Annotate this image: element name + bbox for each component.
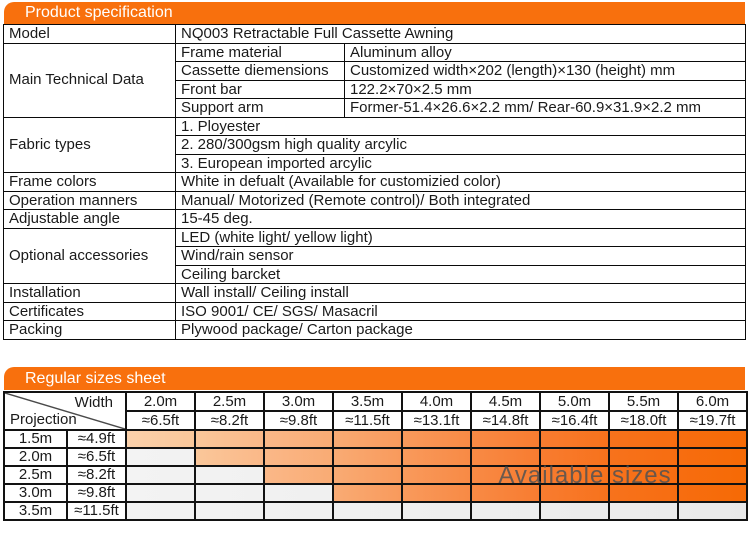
width-col-ft-6: ≈16.4ft <box>540 411 609 430</box>
support-arm-label: Support arm <box>176 99 345 118</box>
cassette-dimensions-value: Customized width×202 (length)×130 (height) mm <box>345 62 746 81</box>
spec-row-angle <box>4 210 746 229</box>
projection-m-3: 3.0m <box>4 484 67 502</box>
size-cell-unavailable <box>333 502 402 520</box>
product-spec-table <box>3 24 746 340</box>
width-col-ft-5: ≈14.8ft <box>471 411 540 430</box>
fabric-type-2: 2. 280/300gsm high quality arcylic <box>176 136 746 155</box>
width-col-m-3: 3.5m <box>333 392 402 411</box>
spec-row-installation <box>4 284 746 303</box>
size-cell-available <box>471 430 540 448</box>
size-cell-available <box>609 448 678 466</box>
width-axis-label: Width <box>74 394 113 411</box>
width-col-ft-1: ≈8.2ft <box>195 411 264 430</box>
accessory-2: Wind/rain sensor <box>176 247 746 266</box>
regular-sizes-banner <box>4 367 745 390</box>
fabric-type-3: 3. European imported arcylic <box>176 154 746 173</box>
accessory-3: Ceiling barcket <box>176 265 746 284</box>
width-col-m-8: 6.0m <box>678 392 747 411</box>
size-cell-unavailable <box>264 502 333 520</box>
size-cell-available <box>471 466 540 484</box>
size-cell-unavailable <box>126 484 195 502</box>
projection-axis-label: Projection <box>10 411 77 428</box>
fabric-type-1: 1. Ployester <box>176 117 746 136</box>
size-cell-unavailable <box>195 502 264 520</box>
spec-row-frame-material <box>4 43 746 62</box>
size-cell-available <box>678 448 747 466</box>
size-cell-unavailable <box>678 502 747 520</box>
size-cell-available <box>402 466 471 484</box>
width-col-m-2: 3.0m <box>264 392 333 411</box>
size-cell-unavailable <box>471 502 540 520</box>
diagonal-corner-header <box>4 392 126 430</box>
projection-ft-3: ≈9.8ft <box>67 484 126 502</box>
accessory-1: LED (white light/ yellow light) <box>176 228 746 247</box>
projection-ft-2: ≈8.2ft <box>67 466 126 484</box>
product-spec-banner-title: Product specification <box>25 4 173 21</box>
size-cell-available <box>471 448 540 466</box>
width-col-m-0: 2.0m <box>126 392 195 411</box>
width-col-ft-0: ≈6.5ft <box>126 411 195 430</box>
projection-ft-1: ≈6.5ft <box>67 448 126 466</box>
size-cell-available <box>609 466 678 484</box>
size-cell-available <box>540 466 609 484</box>
packing-value: Plywood package/ Carton package <box>176 321 746 340</box>
certificates-value: ISO 9001/ CE/ SGS/ Masacril <box>176 302 746 321</box>
size-row-1.5m <box>4 430 747 448</box>
width-col-ft-4: ≈13.1ft <box>402 411 471 430</box>
optional-accessories-label: Optional accessories <box>4 228 176 284</box>
size-cell-available <box>540 430 609 448</box>
size-cell-available <box>678 484 747 502</box>
size-cell-available <box>678 466 747 484</box>
regular-sizes-table <box>3 391 748 521</box>
spec-row-certificates <box>4 302 746 321</box>
packing-label: Packing <box>4 321 176 340</box>
width-col-m-7: 5.5m <box>609 392 678 411</box>
operation-manners-label: Operation manners <box>4 191 176 210</box>
size-cell-available <box>126 430 195 448</box>
size-row-3.0m <box>4 484 747 502</box>
size-cell-available <box>264 466 333 484</box>
frame-material-value: Aluminum alloy <box>345 43 746 62</box>
size-cell-available <box>540 484 609 502</box>
model-label: Model <box>4 25 176 44</box>
size-cell-available <box>264 448 333 466</box>
projection-m-2: 2.5m <box>4 466 67 484</box>
regular-sizes-banner-title: Regular sizes sheet <box>25 370 166 387</box>
size-cell-available <box>609 430 678 448</box>
spec-row-fabric-1 <box>4 117 746 136</box>
size-cell-available <box>402 448 471 466</box>
width-col-ft-7: ≈18.0ft <box>609 411 678 430</box>
frame-material-label: Frame material <box>176 43 345 62</box>
width-col-ft-2: ≈9.8ft <box>264 411 333 430</box>
frame-colors-label: Frame colors <box>4 173 176 192</box>
model-value: NQ003 Retractable Full Cassette Awning <box>176 25 746 44</box>
certificates-label: Certificates <box>4 302 176 321</box>
size-cell-available <box>471 484 540 502</box>
size-cell-available <box>540 448 609 466</box>
size-cell-unavailable <box>126 466 195 484</box>
size-cell-unavailable <box>264 484 333 502</box>
spec-row-operation <box>4 191 746 210</box>
width-col-ft-3: ≈11.5ft <box>333 411 402 430</box>
front-bar-label: Front bar <box>176 80 345 99</box>
product-spec-banner <box>4 2 745 24</box>
projection-ft-4: ≈11.5ft <box>67 502 126 520</box>
size-row-2.0m <box>4 448 747 466</box>
size-cell-available <box>678 430 747 448</box>
size-cell-available <box>333 484 402 502</box>
installation-value: Wall install/ Ceiling install <box>176 284 746 303</box>
width-col-m-4: 4.0m <box>402 392 471 411</box>
projection-ft-0: ≈4.9ft <box>67 430 126 448</box>
width-col-ft-8: ≈19.7ft <box>678 411 747 430</box>
available-sizes-watermark: Available sizes <box>498 462 672 489</box>
frame-colors-value: White in defualt (Available for customizied color) <box>176 173 746 192</box>
cassette-dimensions-label: Cassette diemensions <box>176 62 345 81</box>
size-cell-unavailable <box>195 484 264 502</box>
size-cell-available <box>333 430 402 448</box>
adjustable-angle-label: Adjustable angle <box>4 210 176 229</box>
size-cell-unavailable <box>126 448 195 466</box>
size-cell-unavailable <box>402 502 471 520</box>
width-header-row-m <box>4 392 747 411</box>
size-cell-available <box>402 484 471 502</box>
projection-m-4: 3.5m <box>4 502 67 520</box>
width-col-m-1: 2.5m <box>195 392 264 411</box>
projection-m-1: 2.0m <box>4 448 67 466</box>
width-col-m-5: 4.5m <box>471 392 540 411</box>
size-row-2.5m <box>4 466 747 484</box>
support-arm-value: Former-51.4×26.6×2.2 mm/ Rear-60.9×31.9×2.2 mm <box>345 99 746 118</box>
projection-m-0: 1.5m <box>4 430 67 448</box>
operation-manners-value: Manual/ Motorized (Remote control)/ Both integrated <box>176 191 746 210</box>
spec-row-frame-colors <box>4 173 746 192</box>
adjustable-angle-value: 15-45 deg. <box>176 210 746 229</box>
size-cell-available <box>402 430 471 448</box>
width-col-m-6: 5.0m <box>540 392 609 411</box>
size-cell-available <box>333 448 402 466</box>
size-cell-unavailable <box>126 502 195 520</box>
size-cell-unavailable <box>609 502 678 520</box>
size-cell-available <box>333 466 402 484</box>
front-bar-value: 122.2×70×2.5 mm <box>345 80 746 99</box>
spec-row-model <box>4 25 746 44</box>
size-cell-unavailable <box>540 502 609 520</box>
spec-row-accessory-1 <box>4 228 746 247</box>
size-cell-available <box>264 430 333 448</box>
installation-label: Installation <box>4 284 176 303</box>
fabric-types-label: Fabric types <box>4 117 176 173</box>
size-cell-available <box>195 448 264 466</box>
size-cell-available <box>609 484 678 502</box>
main-technical-data-label: Main Technical Data <box>4 43 176 117</box>
spec-row-packing <box>4 321 746 340</box>
size-cell-available <box>195 430 264 448</box>
size-row-3.5m <box>4 502 747 520</box>
size-cell-unavailable <box>195 466 264 484</box>
